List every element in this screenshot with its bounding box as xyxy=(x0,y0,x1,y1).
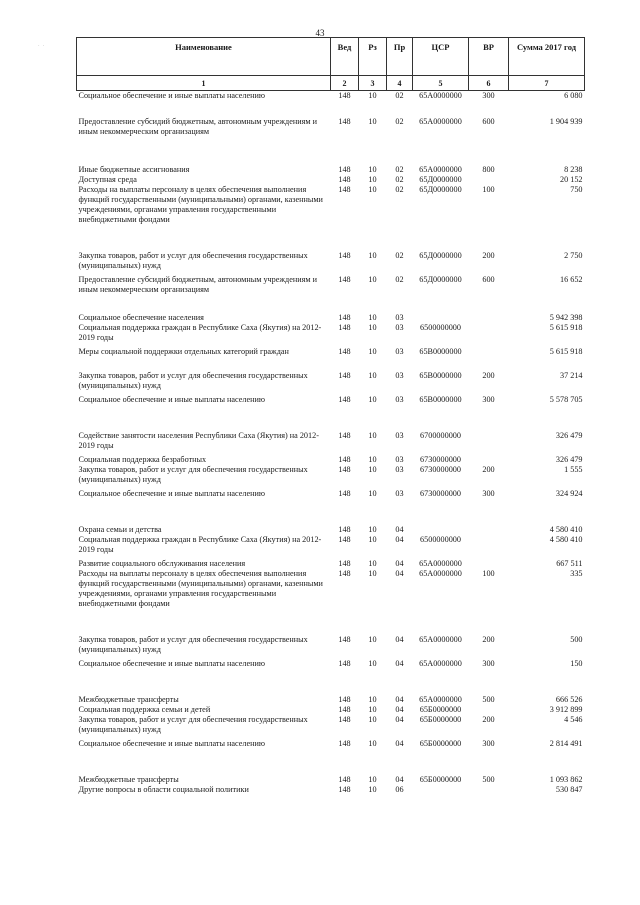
header-rz: Рз xyxy=(359,38,387,76)
table-cell-rz: 10 xyxy=(368,694,377,704)
table-row xyxy=(77,91,585,117)
table-row xyxy=(77,739,585,775)
table-cell-rz: 10 xyxy=(368,370,377,380)
table-cell-csr: 65Д0000000 xyxy=(419,184,462,194)
table-cell-sum: 6 080 xyxy=(564,91,583,100)
table-row xyxy=(77,347,585,371)
table-cell-ved: 148 xyxy=(338,568,351,578)
table-cell-rz: 10 xyxy=(368,430,377,440)
table-cell-vr: 200 xyxy=(482,714,495,724)
table-cell-pr: 03 xyxy=(395,430,404,440)
header-sum: Сумма 2017 год xyxy=(509,38,585,76)
column-number: 6 xyxy=(469,76,509,91)
table-cell-csr: 65А0000000 xyxy=(419,568,462,578)
table-cell-ved: 148 xyxy=(338,164,351,174)
table-cell-csr: 6500000000 xyxy=(420,322,461,332)
table-cell-ved: 148 xyxy=(338,634,351,644)
table-cell-csr xyxy=(413,525,469,535)
table-cell-rz: 10 xyxy=(368,454,377,464)
table-cell-pr: 03 xyxy=(395,370,404,380)
budget-table xyxy=(76,37,585,797)
table-row xyxy=(77,323,585,347)
table-cell-ved: 148 xyxy=(338,346,351,356)
table-cell-csr: 65Б0000000 xyxy=(419,704,462,714)
header-pr: Пр xyxy=(387,38,413,76)
table-cell-sum: 1 555 xyxy=(564,464,583,474)
table-cell-name: Социальная поддержка граждан в Республике Саха (Якутия) на 2012-2019 годы xyxy=(78,534,322,554)
table-row xyxy=(77,489,585,525)
table-row xyxy=(77,175,585,185)
table-cell-ved: 148 xyxy=(338,704,351,714)
table-cell-vr: 100 xyxy=(482,184,495,194)
table-cell-pr: 03 xyxy=(395,346,404,356)
table-cell-pr: 03 xyxy=(395,322,404,332)
table-cell-rz: 10 xyxy=(368,464,377,474)
table-row xyxy=(77,635,585,659)
table-cell-sum: 8 238 xyxy=(564,164,583,174)
table-cell-ved: 148 xyxy=(338,274,351,284)
table-cell-name: Расходы на выплаты персоналу в целях обеспечения выполнения функций государственными (муниципальными) органами, казенными учреждениями, органами управления государственными внебюджетными фондами xyxy=(78,184,323,224)
table-cell-sum: 666 526 xyxy=(555,694,583,704)
table-cell-ved: 148 xyxy=(338,394,351,404)
table-cell-pr: 04 xyxy=(395,704,404,714)
table-cell-ved: 148 xyxy=(338,558,351,568)
table-cell-pr: 04 xyxy=(395,694,404,704)
table-cell-sum: 1 093 862 xyxy=(549,774,583,784)
table-cell-vr xyxy=(469,785,509,797)
table-cell-name: Доступная среда xyxy=(78,174,137,184)
table-cell-csr: 6730000000 xyxy=(420,454,461,464)
table-cell-ved: 148 xyxy=(338,116,351,126)
table-cell-rz: 10 xyxy=(368,274,377,284)
table-cell-name: Социальное обеспечение и иные выплаты населению xyxy=(78,658,265,668)
table-cell-rz: 10 xyxy=(368,488,377,498)
table-cell-vr xyxy=(469,347,509,371)
table-cell-name: Предоставление субсидий бюджетным, автономным учреждениям и иным некоммерческим организациям xyxy=(78,274,317,294)
table-cell-pr: 03 xyxy=(395,394,404,404)
table-cell-sum: 150 xyxy=(570,658,583,668)
table-cell-name: Предоставление субсидий бюджетным, автономным учреждениям и иным некоммерческим организациям xyxy=(78,116,317,136)
table-cell-rz: 10 xyxy=(368,774,377,784)
table-cell-sum: 1 904 939 xyxy=(549,116,583,126)
table-cell-pr: 03 xyxy=(395,454,404,464)
table-cell-rz: 10 xyxy=(368,116,377,126)
table-row xyxy=(77,431,585,455)
table-cell-vr: 600 xyxy=(482,116,495,126)
table-cell-rz: 10 xyxy=(368,394,377,404)
table-cell-ved: 148 xyxy=(338,464,351,474)
table-cell-ved: 148 xyxy=(338,774,351,784)
table-row xyxy=(77,313,585,323)
table-row xyxy=(77,371,585,395)
table-cell-name: Межбюджетные трансферты xyxy=(78,774,179,784)
table-cell-pr: 02 xyxy=(395,274,404,284)
table-cell-rz: 10 xyxy=(368,714,377,724)
table-row xyxy=(77,275,585,313)
table-cell-name: Закупка товаров, работ и услуг для обеспечения государственных (муниципальных) нужд xyxy=(78,464,308,484)
table-cell-name: Содействие занятости населения Республики Саха (Якутия) на 2012-2019 годы xyxy=(78,430,319,450)
table-cell-vr xyxy=(469,313,509,323)
table-body xyxy=(77,91,585,797)
table-cell-csr: 65А0000000 xyxy=(419,116,462,126)
table-cell-name: Межбюджетные трансферты xyxy=(78,694,179,704)
table-cell-ved: 148 xyxy=(338,322,351,332)
header-csr: ЦСР xyxy=(413,38,469,76)
table-cell-ved: 148 xyxy=(338,454,351,464)
table-cell-rz: 10 xyxy=(368,346,377,356)
table-cell-rz: 10 xyxy=(368,91,377,100)
table-cell-csr: 65В0000000 xyxy=(419,346,462,356)
table-cell-name: Расходы на выплаты персоналу в целях обеспечения выполнения функций государственными (муниципальными) органами, казенными учреждениями, органами управления государственными внебюджетными фондами xyxy=(78,568,323,608)
table-cell-sum: 2 750 xyxy=(564,250,583,260)
table-cell-csr: 6730000000 xyxy=(420,488,461,498)
column-number-row xyxy=(77,76,585,91)
table-cell-ved: 148 xyxy=(338,738,351,748)
header-vr: ВР xyxy=(469,38,509,76)
table-cell-ved: 148 xyxy=(338,534,351,544)
table-row xyxy=(77,525,585,535)
table-row xyxy=(77,251,585,275)
table-cell-ved: 148 xyxy=(338,430,351,440)
table-cell-rz: 10 xyxy=(368,312,377,322)
table-cell-pr: 03 xyxy=(395,312,404,322)
table-row xyxy=(77,705,585,715)
table-cell-name: Иные бюджетные ассигнования xyxy=(78,164,190,174)
table-row xyxy=(77,569,585,635)
table-cell-vr: 300 xyxy=(482,658,495,668)
table-cell-pr: 02 xyxy=(395,174,404,184)
table-cell-name: Закупка товаров, работ и услуг для обеспечения государственных (муниципальных) нужд xyxy=(78,714,308,734)
table-cell-vr: 300 xyxy=(482,738,495,748)
table-cell-vr xyxy=(469,323,509,347)
table-row xyxy=(77,775,585,785)
table-cell-vr xyxy=(469,559,509,569)
table-cell-vr xyxy=(469,455,509,465)
table-cell-name: Закупка товаров, работ и услуг для обеспечения государственных (муниципальных) нужд xyxy=(78,250,308,270)
table-cell-csr: 65А0000000 xyxy=(419,658,462,668)
table-cell-csr: 65Б0000000 xyxy=(419,774,462,784)
table-cell-pr: 02 xyxy=(395,250,404,260)
table-cell-sum: 4 580 410 xyxy=(549,524,583,534)
table-cell-rz: 10 xyxy=(368,558,377,568)
table-cell-csr: 65В0000000 xyxy=(419,394,462,404)
table-cell-sum: 16 652 xyxy=(559,274,583,284)
table-cell-vr xyxy=(469,535,509,559)
table-cell-rz: 10 xyxy=(368,174,377,184)
table-cell-ved: 148 xyxy=(338,174,351,184)
table-cell-sum: 500 xyxy=(570,634,583,644)
table-cell-sum: 324 924 xyxy=(555,488,583,498)
table-cell-sum: 326 479 xyxy=(555,430,583,440)
table-cell-name: Социальная поддержка безработных xyxy=(78,454,207,464)
table-cell-rz: 10 xyxy=(368,568,377,578)
table-cell-vr: 300 xyxy=(482,394,495,404)
table-cell-rz: 10 xyxy=(368,704,377,714)
header-ved: Вед xyxy=(331,38,359,76)
table-cell-pr: 02 xyxy=(395,184,404,194)
table-cell-name: Охрана семьи и детства xyxy=(78,524,162,534)
table-row xyxy=(77,559,585,569)
table-cell-name: Меры социальной поддержки отдельных категорий граждан xyxy=(78,346,289,356)
table-cell-csr: 65А0000000 xyxy=(419,164,462,174)
table-row xyxy=(77,455,585,465)
table-cell-ved: 148 xyxy=(338,714,351,724)
table-cell-pr: 03 xyxy=(395,488,404,498)
table-row xyxy=(77,715,585,739)
table-cell-pr: 02 xyxy=(395,91,404,100)
table-cell-ved: 148 xyxy=(338,694,351,704)
table-cell-sum: 335 xyxy=(570,568,583,578)
table-cell-pr: 04 xyxy=(395,774,404,784)
table-cell-csr: 65Д0000000 xyxy=(419,274,462,284)
table-cell-ved: 148 xyxy=(338,91,351,100)
table-cell-csr: 65А0000000 xyxy=(419,694,462,704)
column-number: 4 xyxy=(387,76,413,91)
table-cell-sum: 750 xyxy=(570,184,583,194)
table-cell-pr: 04 xyxy=(395,568,404,578)
table-row xyxy=(77,117,585,165)
table-cell-rz: 10 xyxy=(368,164,377,174)
table-cell-sum: 4 580 410 xyxy=(549,534,583,544)
table-cell-pr: 04 xyxy=(395,714,404,724)
table-cell-rz: 10 xyxy=(368,784,377,794)
table-cell-rz: 10 xyxy=(368,322,377,332)
table-cell-sum: 37 214 xyxy=(559,370,583,380)
page-number: 43 xyxy=(315,28,325,38)
table-cell-ved: 148 xyxy=(338,784,351,794)
table-cell-sum: 5 578 705 xyxy=(549,394,583,404)
header-row xyxy=(77,38,585,76)
table-cell-pr: 02 xyxy=(395,116,404,126)
table-cell-csr: 65Д0000000 xyxy=(419,250,462,260)
table-cell-vr xyxy=(469,525,509,535)
table-cell-csr: 65А0000000 xyxy=(419,634,462,644)
table-cell-ved: 148 xyxy=(338,370,351,380)
table-cell-vr: 100 xyxy=(482,568,495,578)
table-cell-name: Социальное обеспечение и иные выплаты населению xyxy=(78,738,265,748)
table-cell-rz: 10 xyxy=(368,250,377,260)
table-cell-sum: 5 942 398 xyxy=(549,312,583,322)
table-cell-vr: 200 xyxy=(482,370,495,380)
table-cell-csr: 65В0000000 xyxy=(419,370,462,380)
table-cell-rz: 10 xyxy=(368,658,377,668)
table-cell-name: Социальное обеспечение и иные выплаты населению xyxy=(78,91,265,100)
table-cell-rz: 10 xyxy=(368,524,377,534)
table-row xyxy=(77,465,585,489)
table-cell-vr: 800 xyxy=(482,164,495,174)
table-cell-name: Социальная поддержка граждан в Республике Саха (Якутия) на 2012-2019 годы xyxy=(78,322,322,342)
table-cell-ved: 148 xyxy=(338,524,351,534)
table-cell-vr: 600 xyxy=(482,274,495,284)
table-cell-pr: 06 xyxy=(395,784,404,794)
table-row xyxy=(77,185,585,251)
table-cell-rz: 10 xyxy=(368,184,377,194)
table-cell-ved: 148 xyxy=(338,658,351,668)
table-cell-vr: 500 xyxy=(482,694,495,704)
table-cell-csr: 6700000000 xyxy=(420,430,461,440)
table-row xyxy=(77,535,585,559)
table-cell-sum: 326 479 xyxy=(555,454,583,464)
table-row xyxy=(77,659,585,695)
table-cell-pr: 04 xyxy=(395,658,404,668)
table-cell-vr: 200 xyxy=(482,250,495,260)
table-cell-ved: 148 xyxy=(338,184,351,194)
table-cell-sum: 20 152 xyxy=(559,174,583,184)
table-cell-vr xyxy=(469,431,509,455)
table-cell-csr: 6730000000 xyxy=(420,464,461,474)
table-cell-csr: 65А0000000 xyxy=(419,91,462,100)
table-cell-pr: 03 xyxy=(395,464,404,474)
table-cell-rz: 10 xyxy=(368,534,377,544)
table-cell-ved: 148 xyxy=(338,250,351,260)
table-cell-pr: 04 xyxy=(395,738,404,748)
table-cell-sum: 667 511 xyxy=(556,558,583,568)
table-cell-pr: 02 xyxy=(395,164,404,174)
table-row xyxy=(77,785,585,797)
table-cell-vr: 200 xyxy=(482,634,495,644)
table-cell-vr xyxy=(469,705,509,715)
table-cell-vr: 300 xyxy=(482,488,495,498)
table-cell-csr xyxy=(413,313,469,323)
table-cell-csr: 65А0000000 xyxy=(419,558,462,568)
table-cell-sum: 530 847 xyxy=(555,784,583,794)
table-cell-ved: 148 xyxy=(338,312,351,322)
table-cell-pr: 04 xyxy=(395,524,404,534)
table-cell-sum: 3 912 899 xyxy=(549,704,583,714)
table-cell-csr: 65Д0000000 xyxy=(419,174,462,184)
column-number: 3 xyxy=(359,76,387,91)
table-row xyxy=(77,395,585,431)
table-cell-rz: 10 xyxy=(368,634,377,644)
table-cell-name: Закупка товаров, работ и услуг для обеспечения государственных (муниципальных) нужд xyxy=(78,634,308,654)
table-cell-ved: 148 xyxy=(338,488,351,498)
table-cell-csr: 65Б0000000 xyxy=(419,714,462,724)
table-cell-sum: 4 546 xyxy=(564,714,583,724)
table-cell-rz: 10 xyxy=(368,738,377,748)
table-row xyxy=(77,165,585,175)
table-cell-vr xyxy=(469,175,509,185)
table-cell-pr: 04 xyxy=(395,634,404,644)
table-cell-pr: 04 xyxy=(395,558,404,568)
table-cell-sum: 5 615 918 xyxy=(549,322,583,332)
header-name: Наименование xyxy=(77,38,331,76)
table-row xyxy=(77,695,585,705)
table-cell-sum: 2 814 491 xyxy=(549,738,583,748)
table-cell-name: Закупка товаров, работ и услуг для обеспечения государственных (муниципальных) нужд xyxy=(78,370,308,390)
table-cell-name: Социальное обеспечение и иные выплаты населению xyxy=(78,394,265,404)
column-number: 1 xyxy=(77,76,331,91)
margin-mark: · · xyxy=(38,44,46,49)
table-cell-vr: 200 xyxy=(482,464,495,474)
table-cell-csr: 6500000000 xyxy=(420,534,461,544)
table-cell-csr xyxy=(413,785,469,797)
column-number: 2 xyxy=(331,76,359,91)
column-number: 5 xyxy=(413,76,469,91)
table-cell-vr: 500 xyxy=(482,774,495,784)
table-cell-name: Социальная поддержка семьи и детей xyxy=(78,704,211,714)
table-cell-name: Другие вопросы в области социальной политики xyxy=(78,784,249,794)
table-cell-name: Социальное обеспечение населения xyxy=(78,312,204,322)
table-cell-name: Развитие социального обслуживания населения xyxy=(78,558,246,568)
table-cell-pr: 04 xyxy=(395,534,404,544)
table-cell-sum: 5 615 918 xyxy=(549,346,583,356)
table-cell-name: Социальное обеспечение и иные выплаты населению xyxy=(78,488,265,498)
table-cell-csr: 65Б0000000 xyxy=(419,738,462,748)
column-number: 7 xyxy=(509,76,585,91)
table-cell-vr: 300 xyxy=(482,91,495,100)
